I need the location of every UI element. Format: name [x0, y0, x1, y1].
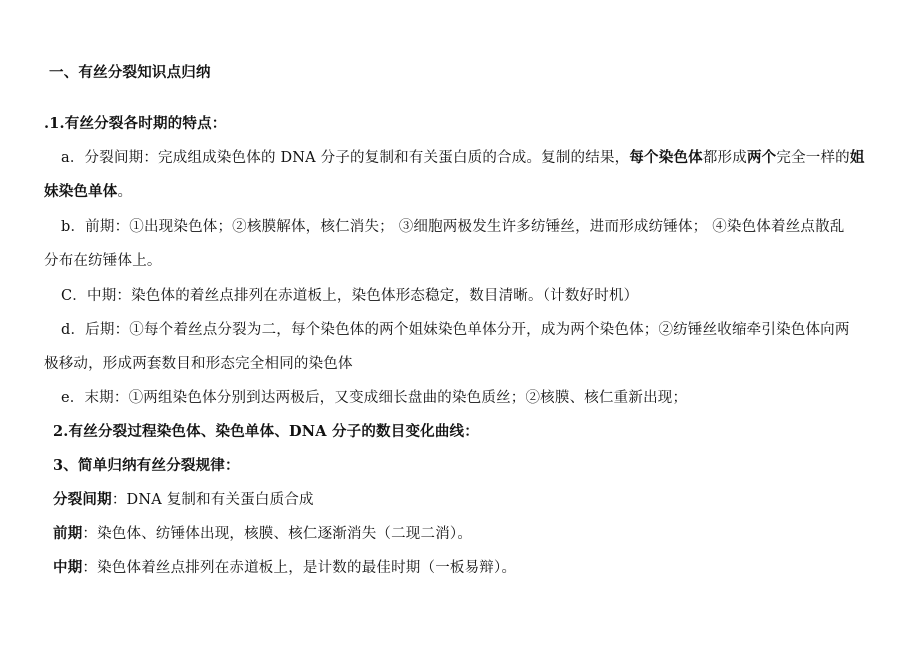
- interphase-paragraph-line-1: [61, 148, 865, 168]
- interphase-line2-end: 。: [117, 184, 133, 200]
- interphase-text-2: 都形成: [702, 150, 747, 166]
- subsection-3-title: 3、简单归纳有丝分裂规律：: [53, 457, 240, 474]
- prophase-line-2: 分布在纺锤体上。: [44, 253, 162, 269]
- summary-metaphase-text: ：染色体着丝点排列在赤道板上，是计数的最佳时期（一板易辩）。: [82, 560, 517, 576]
- interphase-bold-1: 每个染色体: [629, 149, 703, 166]
- interphase-text-1: ：完成组成染色体的 DNA 分子的复制和有关蛋白质的合成。复制的结果，: [143, 150, 630, 166]
- anaphase-line-1: d．后期：①每个着丝点分裂为二，每个染色体的两个姐妹染色单体分开，成为两个染色体；②纺锤丝收缩牵引染色体向两: [61, 322, 850, 338]
- summary-prophase-label: 前期: [53, 525, 83, 542]
- metaphase-line-1: C．中期：染色体的着丝点排列在赤道板上，染色体形态稳定，数目清晰。（计数好时机）: [61, 288, 639, 304]
- summary-interphase-text: ：DNA 复制和有关蛋白质合成: [111, 492, 314, 508]
- summary-metaphase: [53, 558, 516, 578]
- interphase-line2-bold: 妹染色单体: [44, 183, 118, 200]
- interphase-text-3: 完全一样的: [776, 150, 850, 166]
- interphase-bold-2: 两个: [746, 149, 777, 166]
- prophase-line-1: b．前期：①出现染色体；②核膜解体，核仁消失； ③细胞两极发生许多纺锤丝，进而形成纺锤体； ④染色体着丝点散乱: [61, 219, 845, 235]
- section-title: 一、有丝分裂知识点归纳: [49, 64, 211, 81]
- interphase-paragraph-line-2: [44, 182, 132, 202]
- summary-interphase: [53, 490, 314, 510]
- telophase-line-1: e．末期：①两组染色体分别到达两极后，又变成细长盘曲的染色质丝；②核膜、核仁重新出现；: [61, 390, 688, 406]
- interphase-bold-3: 姐: [849, 149, 865, 166]
- summary-prophase: [53, 524, 472, 544]
- subsection-2-title: 2.有丝分裂过程染色体、染色单体、DNA 分子的数目变化曲线：: [53, 423, 479, 440]
- summary-prophase-text: ：染色体、纺锤体出现，核膜、核仁逐渐消失（二现二消）。: [82, 526, 473, 542]
- interphase-lead: a．分裂间期: [61, 150, 144, 166]
- subsection-1-title: .1.有丝分裂各时期的特点：: [44, 115, 227, 132]
- summary-interphase-label: 分裂间期: [53, 491, 112, 508]
- anaphase-line-2: 极移动，形成两套数目和形态完全相同的染色体: [44, 356, 353, 372]
- summary-metaphase-label: 中期: [53, 559, 83, 576]
